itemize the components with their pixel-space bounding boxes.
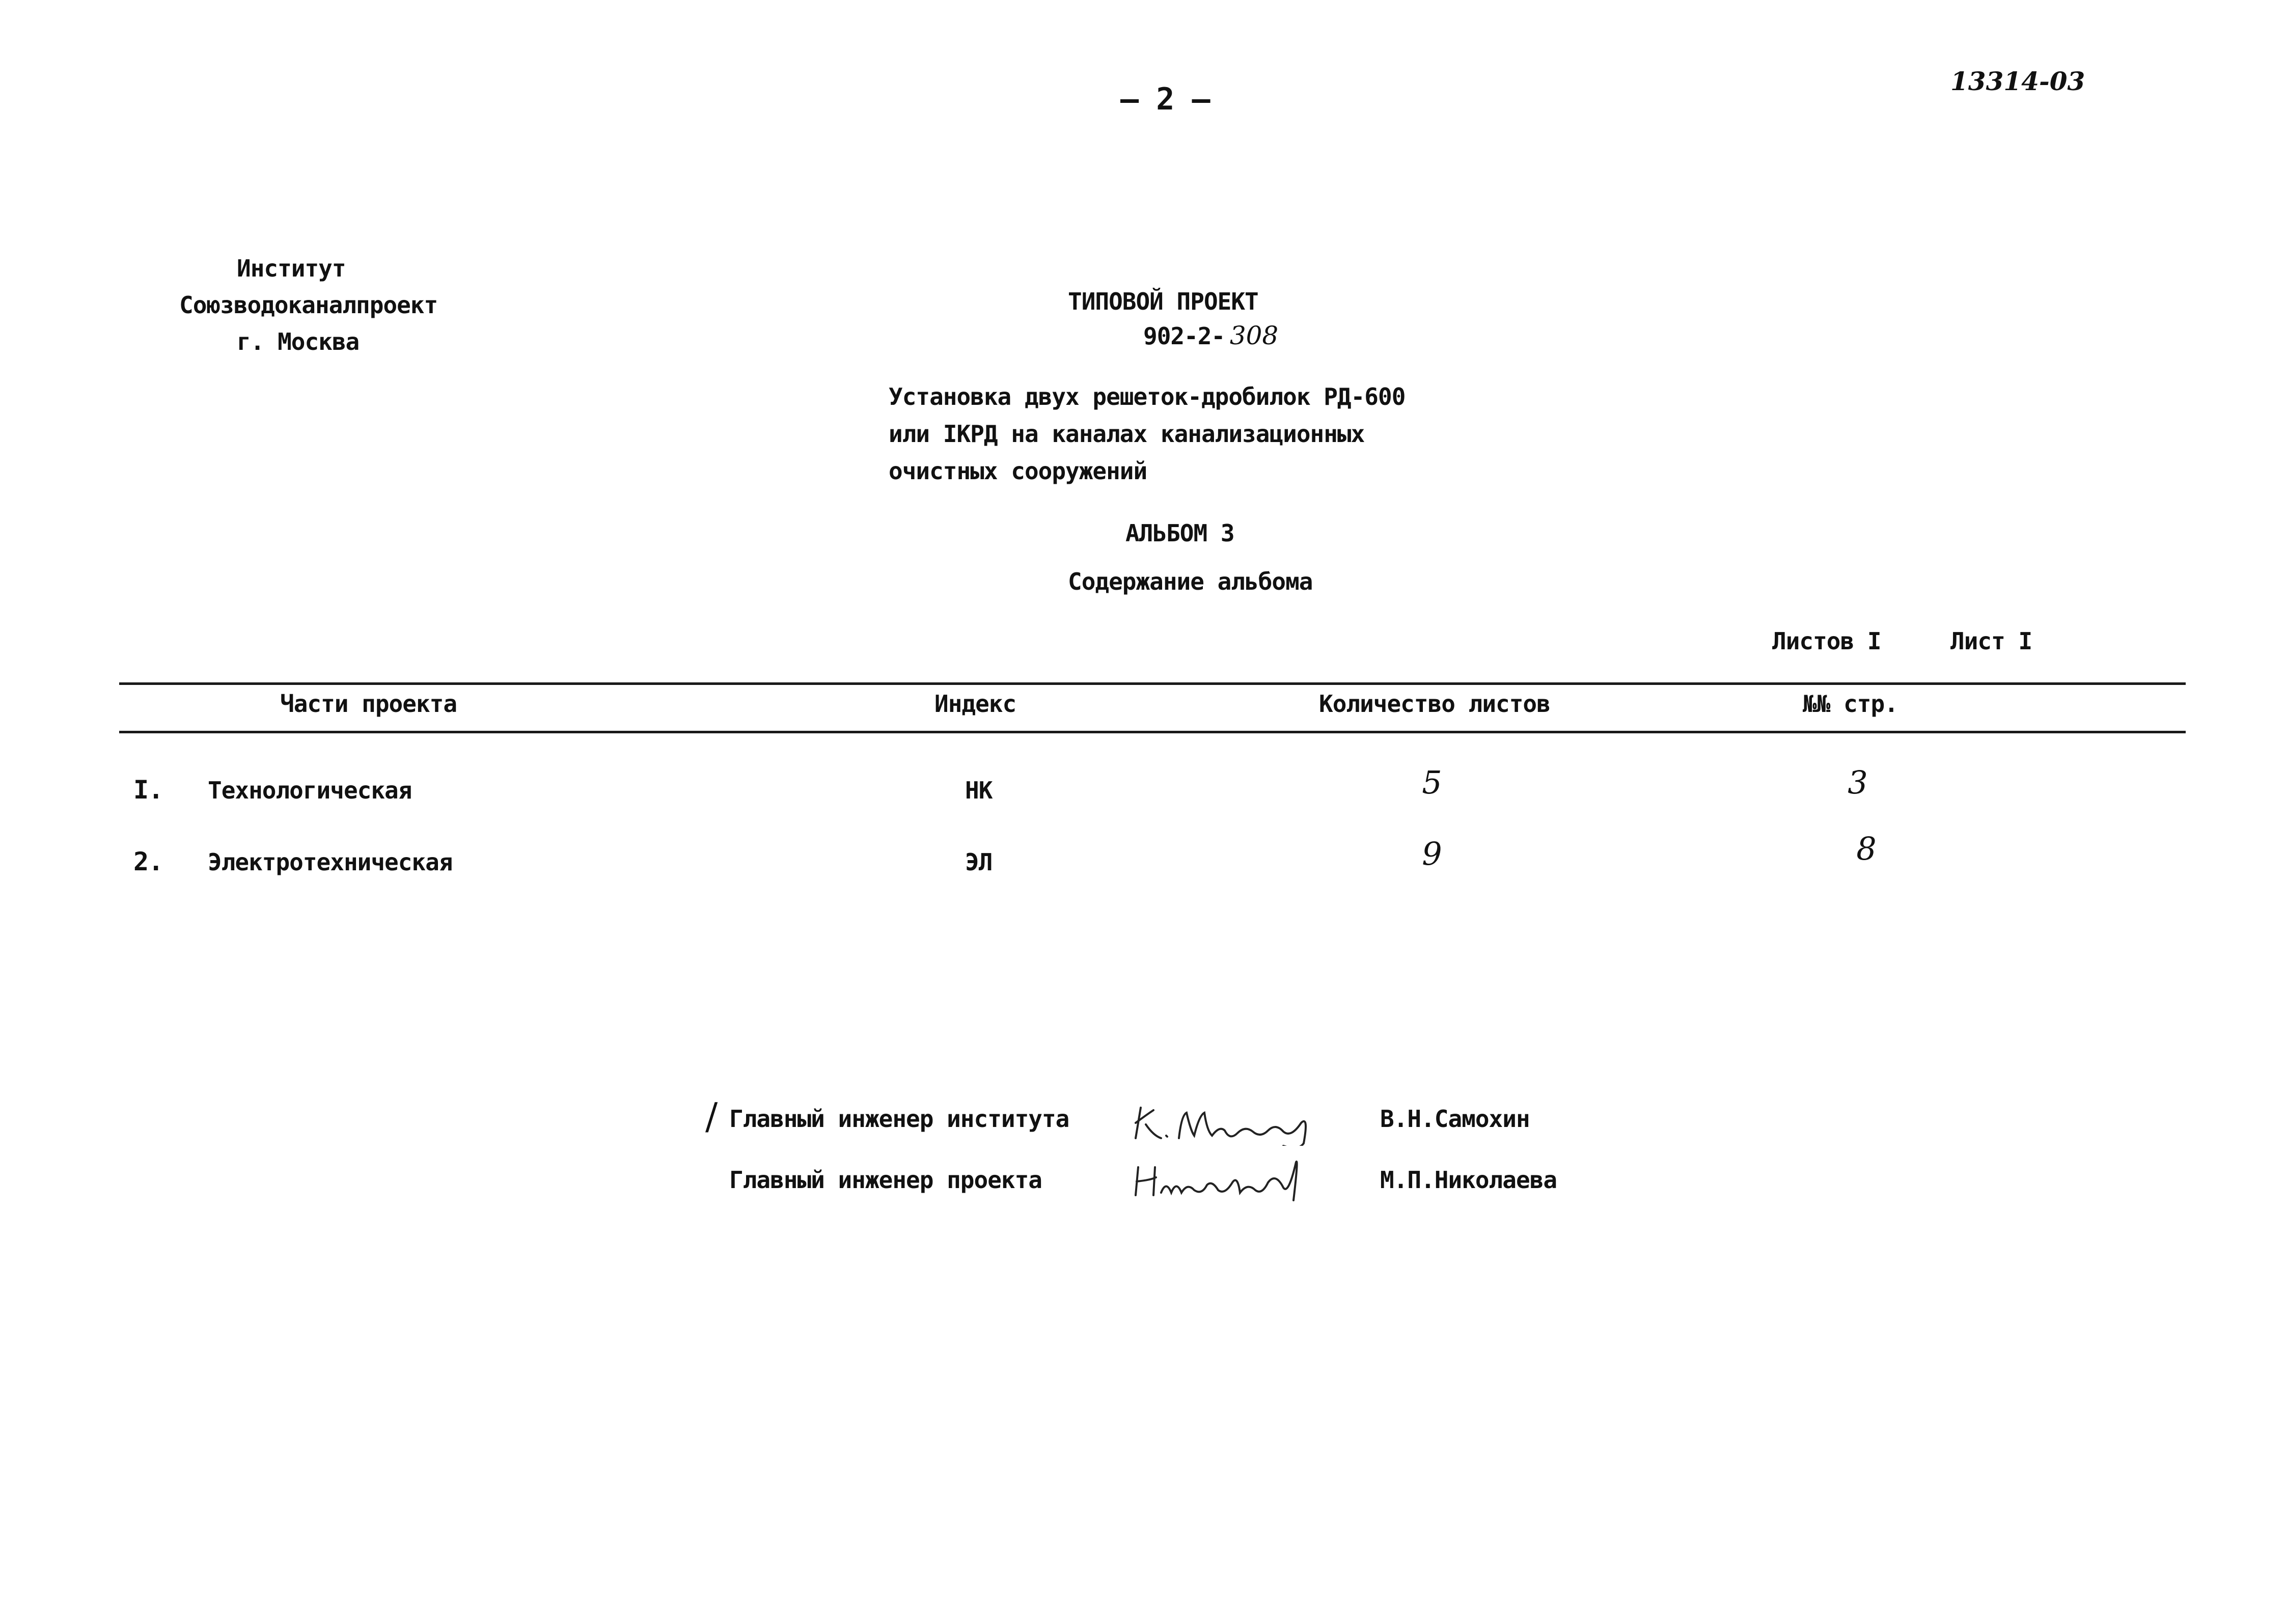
signature-1-scribble-icon	[1131, 1095, 1319, 1146]
row-1-index: НК	[965, 777, 993, 804]
row-1-sheet-count: 5	[1422, 764, 1442, 801]
project-title-line-2: или IКРД на каналах канализационных	[889, 420, 1365, 448]
row-2-page: 8	[1856, 830, 1877, 867]
row-1-part: Технологическая	[208, 777, 412, 804]
header-index: Индекс	[934, 690, 1016, 718]
project-type: ТИПОВОЙ ПРОЕКТ	[1068, 288, 1258, 315]
sheets-total: Листов I	[1772, 627, 1881, 655]
signature-1-mark	[1131, 1095, 1319, 1146]
header-parts: Части проекта	[280, 690, 457, 718]
sheet-number: Лист I	[1950, 627, 2032, 655]
signature-1-role: Главный инженер института	[729, 1105, 1069, 1133]
slash-mark: /	[705, 1095, 718, 1138]
institute-line-3: г. Москва	[237, 328, 360, 355]
row-2-number: 2.	[133, 847, 163, 876]
project-number	[1143, 321, 1278, 350]
project-title-line-1: Установка двух решеток-дробилок РД-600	[889, 383, 1406, 410]
project-number-handwritten: 308	[1229, 321, 1279, 350]
row-1-number: I.	[133, 775, 163, 805]
project-title-line-3: очистных сооружений	[889, 457, 1147, 485]
project-number-typed: 902-2-	[1143, 322, 1225, 350]
album-subtitle: Содержание альбома	[1068, 568, 1313, 595]
page-number: — 2 —	[1120, 81, 1210, 117]
header-pages: №№ стр.	[1803, 690, 1898, 718]
header-sheet-count: Количество листов	[1319, 690, 1550, 718]
table-top-rule	[119, 682, 2186, 685]
archive-code: 13314-03	[1950, 66, 2085, 96]
signature-2-name: М.П.Николаева	[1380, 1166, 1557, 1194]
table-header-rule	[119, 731, 2186, 733]
signature-2-mark	[1131, 1152, 1319, 1203]
row-2-part: Электротехническая	[208, 848, 453, 876]
institute-line-1: Институт	[237, 255, 346, 282]
signature-2-role: Главный инженер проекта	[729, 1166, 1042, 1194]
row-2-index: ЭЛ	[965, 848, 993, 876]
album-title: АЛЬБОМ 3	[1125, 519, 1234, 547]
row-1-page: 3	[1848, 764, 1868, 801]
institute-line-2: Союзводоканалпроект	[179, 291, 438, 319]
signature-2-scribble-icon	[1131, 1152, 1319, 1203]
row-2-sheet-count: 9	[1422, 835, 1442, 872]
signature-1-name: В.Н.Самохин	[1380, 1105, 1530, 1133]
